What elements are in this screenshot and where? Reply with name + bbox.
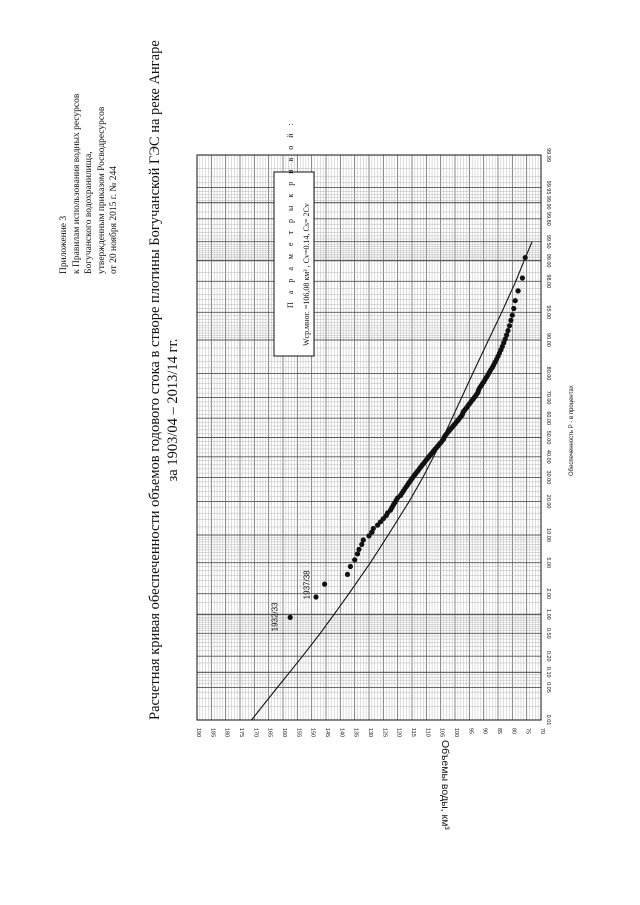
value-tick-label: 115 <box>410 728 416 737</box>
data-point <box>505 328 510 333</box>
data-point <box>371 526 376 531</box>
data-point <box>348 564 353 569</box>
prob-tick-label: 99.90 <box>545 195 551 210</box>
prob-tick-label: 50.00 <box>545 430 551 445</box>
y-axis-label: Объемы воды, км³ <box>439 740 451 830</box>
value-tick-label: 175 <box>238 728 244 738</box>
prob-tick-label: 20.00 <box>545 494 551 509</box>
prob-tick-label: 0.10 <box>545 666 551 678</box>
prob-tick-label: 0.50 <box>545 627 551 639</box>
value-tick-label: 110 <box>424 728 431 737</box>
data-point <box>356 547 361 552</box>
point-annotation: 1937/38 <box>302 570 312 600</box>
value-tick-label: 140 <box>338 728 345 738</box>
chart-subtitle: за 1903/04 – 2013/14 гг. <box>165 338 181 482</box>
data-point <box>313 594 318 599</box>
data-point <box>516 288 521 293</box>
data-point <box>288 615 293 620</box>
value-tick-label: 80 <box>510 728 517 735</box>
prob-tick-label: 0.01 <box>545 714 551 726</box>
data-point <box>520 275 525 280</box>
prob-tick-label: 0.20 <box>545 650 551 662</box>
chart-title: Расчетная кривая обеспеченности объемов годового стока в створе плотины Богучанской ГЭС на реке Ангаре <box>147 40 163 720</box>
x-axis-label: Обеспеченность P - в процентах <box>569 385 575 476</box>
prob-tick-label: 40.00 <box>545 449 551 464</box>
value-tick-label: 95 <box>467 728 474 735</box>
value-tick-label: 125 <box>381 728 388 738</box>
prob-tick-label: 0.05 <box>545 682 551 693</box>
prob-tick-label: 70.00 <box>545 390 551 405</box>
value-tick-label: 150 <box>309 728 316 738</box>
annex-line: от 20 ноября 2015 г. № 244 <box>109 165 120 274</box>
value-tick-label: 160 <box>281 728 287 738</box>
point-annotation: 1932/33 <box>270 602 280 632</box>
prob-tick-label: 99.99 <box>545 148 551 162</box>
value-tick-label: 105 <box>438 728 445 738</box>
value-tick-label: 190 <box>195 728 201 738</box>
annex-line: к Правилам использования водных ресурсов <box>71 93 82 274</box>
data-point <box>523 255 528 260</box>
value-tick-label: 100 <box>453 728 459 738</box>
prob-tick-label: 60.00 <box>545 411 551 426</box>
parameters-header: П а р а м е т р ы к р и в о й : <box>286 120 295 308</box>
annex-line: утвержденным приказом Росводресурсов <box>96 106 107 274</box>
prob-tick-label: 5.00 <box>545 557 551 569</box>
prob-tick-label: 98.00 <box>545 274 551 289</box>
data-point <box>513 298 518 303</box>
value-tick-label: 155 <box>295 728 302 738</box>
data-point <box>345 572 350 577</box>
data-point <box>508 318 513 323</box>
data-point <box>511 306 516 311</box>
value-tick-label: 170 <box>252 728 259 738</box>
value-tick-label: 85 <box>496 728 502 735</box>
data-point <box>352 557 357 562</box>
data-point <box>355 551 360 556</box>
value-tick-label: 75 <box>524 728 531 735</box>
parameters-text: Wср.мног. =106,08 км³ , Cv=0.14, Cs= 2Cv <box>302 203 311 346</box>
value-tick-label: 130 <box>367 728 373 738</box>
value-tick-label: 185 <box>209 728 216 738</box>
prob-tick-label: 99.80 <box>545 211 551 226</box>
prob-tick-label: 99.95 <box>545 180 551 195</box>
prob-tick-label: 1.00 <box>545 609 551 620</box>
prob-tick-label: 90.00 <box>545 333 551 347</box>
value-tick-label: 145 <box>324 728 330 738</box>
value-tick-label: 90 <box>481 728 488 735</box>
annex-line: Приложение 3 <box>59 215 69 274</box>
value-tick-label: 120 <box>395 728 402 738</box>
prob-tick-label: 95.00 <box>545 305 551 320</box>
grid <box>197 155 541 720</box>
data-point <box>504 332 509 337</box>
prob-tick-label: 99.00 <box>545 253 551 268</box>
value-tick-label: 180 <box>223 728 230 738</box>
prob-tick-label: 10.00 <box>545 528 551 542</box>
prob-tick-label: 2.00 <box>545 588 551 600</box>
prob-tick-label: 99.50 <box>545 234 551 249</box>
prob-tick-label: 30.00 <box>545 470 551 485</box>
data-point <box>507 323 512 328</box>
data-point <box>322 582 327 587</box>
value-tick-label: 135 <box>352 728 359 738</box>
annex-line: Богучанского водохранилища, <box>84 151 95 274</box>
value-tick-label: 165 <box>266 728 273 738</box>
value-tick-label: 70 <box>539 728 545 735</box>
prob-tick-label: 80.00 <box>545 366 551 381</box>
annotations <box>271 570 312 632</box>
data-point <box>361 537 366 542</box>
data-point <box>510 313 515 318</box>
